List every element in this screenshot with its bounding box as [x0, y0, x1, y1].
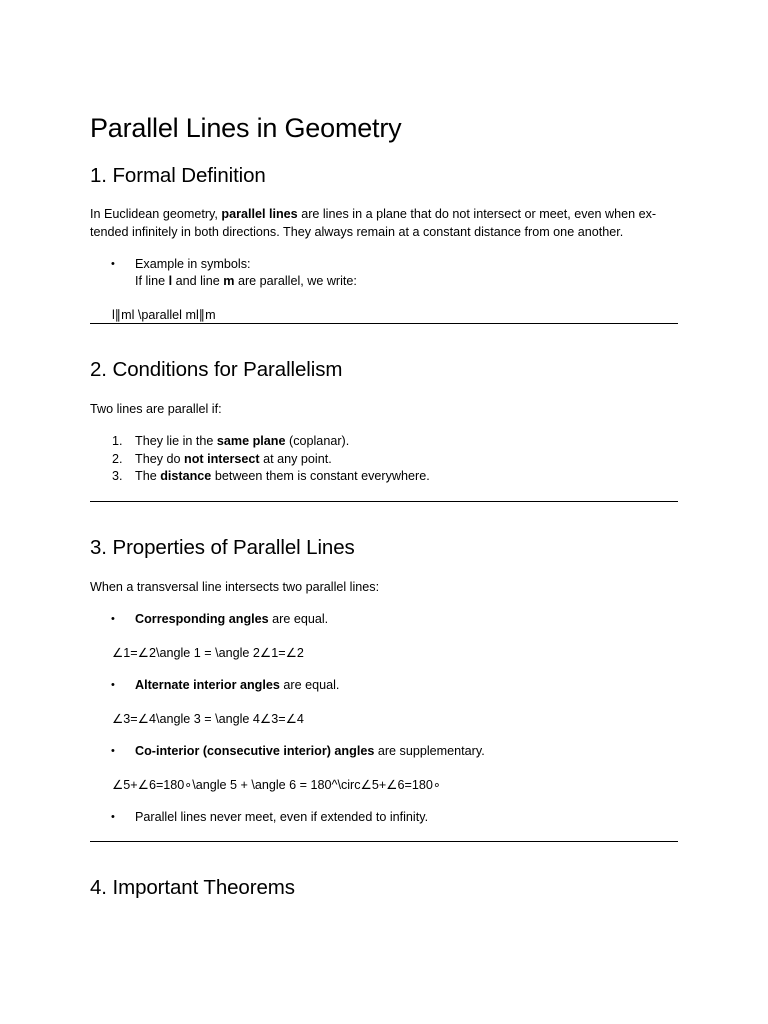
angle-equation: ∠3=∠4\angle 3 = \angle 4∠3=∠4 — [112, 712, 304, 726]
horizontal-divider — [90, 501, 678, 502]
list-item: They lie in the same plane (coplanar). — [135, 434, 350, 448]
list-item-number: 3. — [112, 469, 123, 483]
list-item: Co-interior (consecutive interior) angles are supplementary. — [135, 744, 485, 758]
list-item: They do not intersect at any point. — [135, 452, 332, 466]
definition-paragraph-line-2: tended infinitely in both directions. They always remain at a constant distance from one another. — [90, 225, 624, 239]
list-item: Corresponding angles are equal. — [135, 612, 329, 626]
properties-intro: When a transversal line intersects two parallel lines: — [90, 580, 380, 594]
bullet-icon: • — [111, 613, 115, 625]
bullet-icon: • — [111, 679, 115, 691]
bullet-icon: • — [111, 745, 115, 757]
angle-equation: ∠5+∠6=180∘\angle 5 + \angle 6 = 180^\circ∠5+∠6=180∘ — [112, 778, 441, 792]
conditions-intro: Two lines are parallel if: — [90, 402, 222, 416]
section-heading-properties: 3. Properties of Parallel Lines — [90, 536, 355, 559]
horizontal-divider — [90, 323, 678, 324]
list-item: Parallel lines never meet, even if extended to infinity. — [135, 810, 429, 824]
list-item: The distance between them is constant everywhere. — [135, 469, 430, 483]
bullet-icon: • — [111, 811, 115, 823]
example-bullet-line-1: Example in symbols: — [135, 257, 251, 271]
section-heading-conditions: 2. Conditions for Parallelism — [90, 358, 343, 381]
definition-paragraph-line-1: In Euclidean geometry, parallel lines are lines in a plane that do not intersect or meet, even when ex- — [90, 207, 657, 221]
parallel-formula: l∥ml \parallel ml∥m — [112, 308, 216, 322]
example-bullet-line-2: If line l and line m are parallel, we write: — [135, 274, 357, 288]
page-title: Parallel Lines in Geometry — [90, 113, 402, 143]
section-heading-formal-definition: 1. Formal Definition — [90, 164, 266, 187]
horizontal-divider — [90, 841, 678, 842]
list-item-number: 1. — [112, 434, 123, 448]
section-heading-theorems: 4. Important Theorems — [90, 876, 295, 899]
list-item-number: 2. — [112, 452, 123, 466]
bullet-icon: • — [111, 258, 115, 270]
list-item: Alternate interior angles are equal. — [135, 678, 340, 692]
angle-equation: ∠1=∠2\angle 1 = \angle 2∠1=∠2 — [112, 646, 304, 660]
term-parallel-lines: parallel lines — [221, 207, 298, 221]
